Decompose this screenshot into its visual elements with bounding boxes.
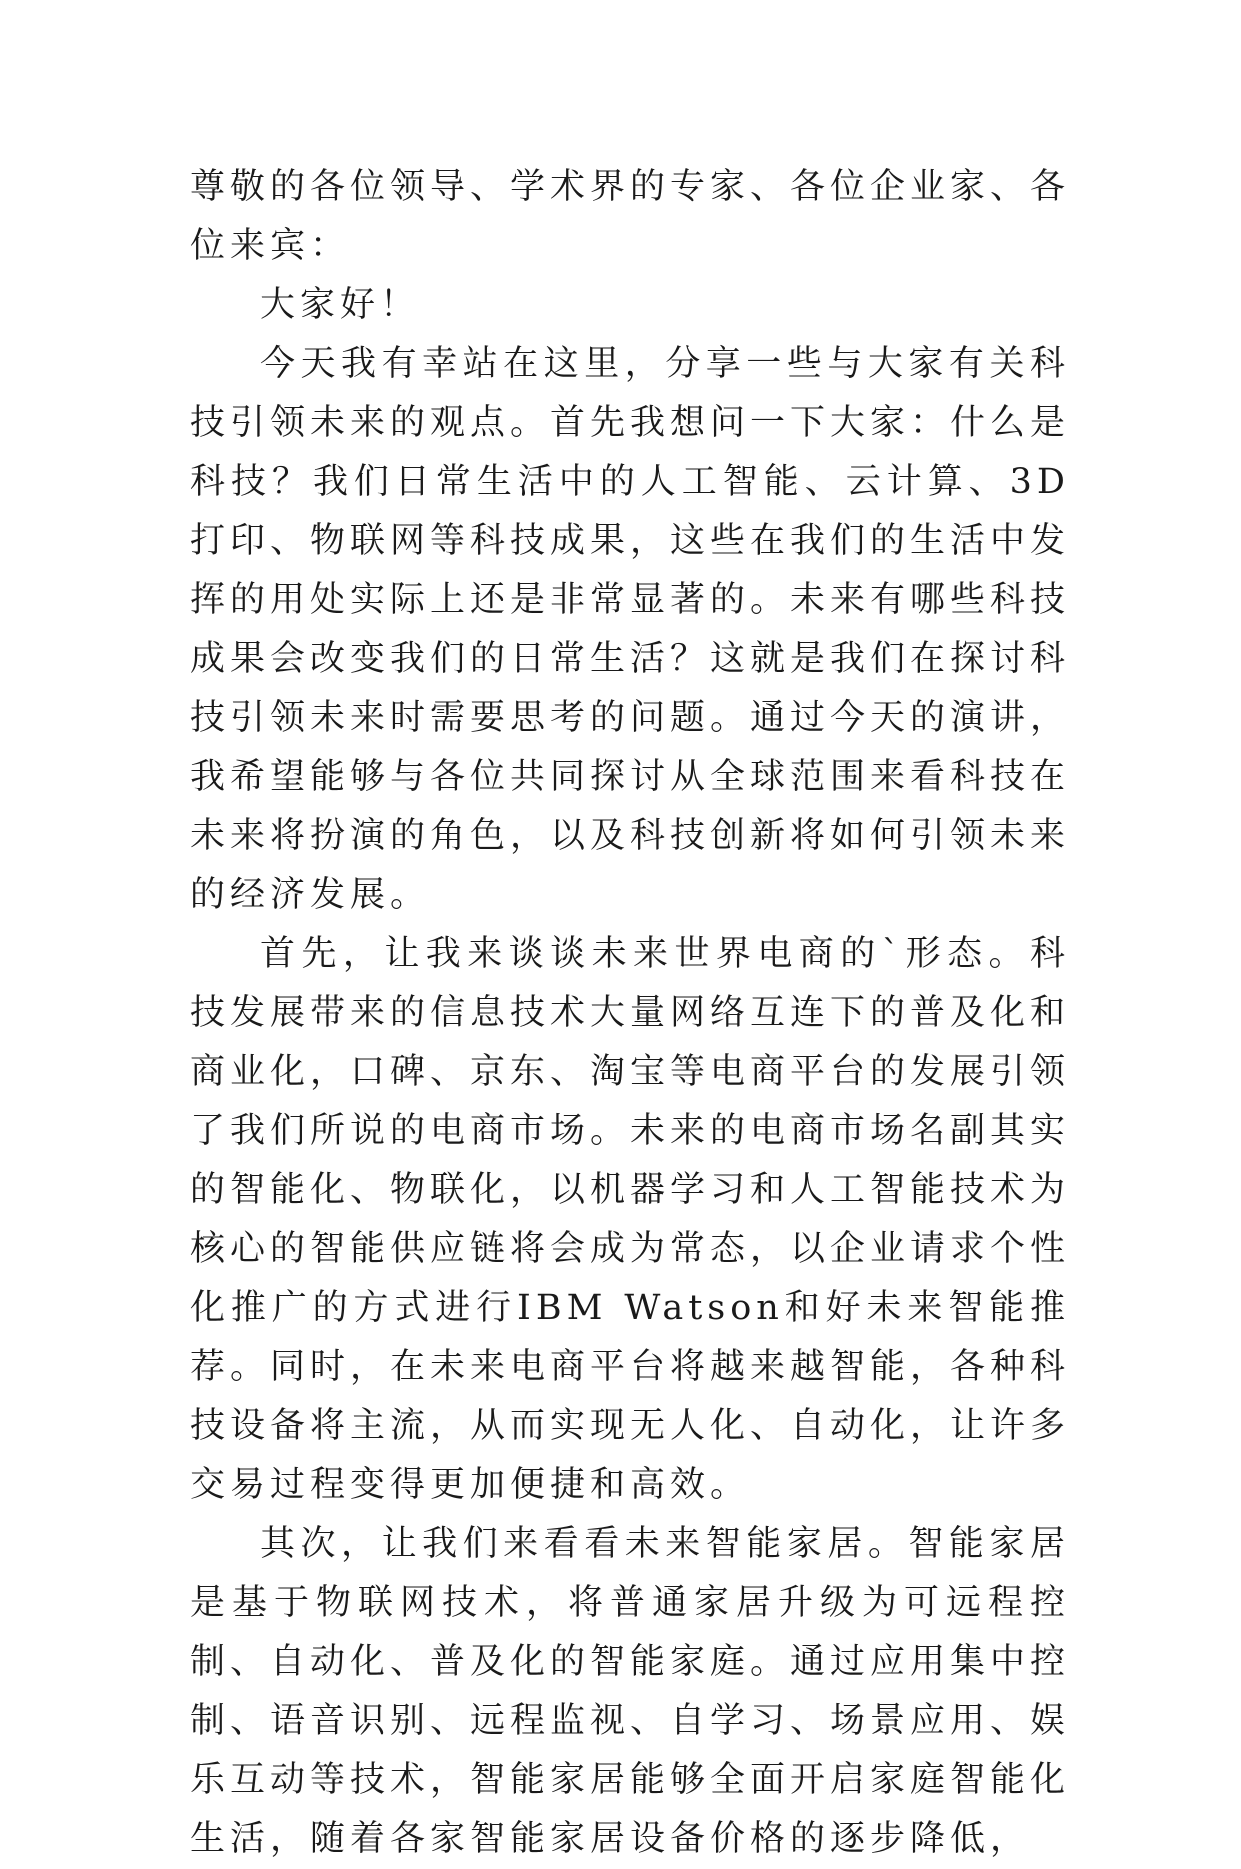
paragraph-intro: 今天我有幸站在这里，分享一些与大家有关科技引领未来的观点。首先我想问一下大家：什么是科技？我们日常生活中的人工智能、云计算、3D打印、物联网等科技成果，这些在我们的生活中发挥的用处实际上还是非常显著的。未来有哪些科技成果会改变我们的日常生活？这就是我们在探讨科技引领未来时需要思考的问题。通过今天的演讲，我希望能够与各位共同探讨从全球范围来看科技在未来将扮演的角色，以及科技创新将如何引领未来的经济发展。	[190, 344, 1071, 915]
document-body	[190, 158, 1070, 1869]
salutation: 尊敬的各位领导、学术界的专家、各位企业家、各位来宾：	[190, 167, 1071, 266]
paragraph-ecommerce: 首先，让我来谈谈未来世界电商的`形态。科技发展带来的信息技术大量网络互连下的普及化和商业化，口碑、京东、淘宝等电商平台的发展引领了我们所说的电商市场。未来的电商市场名副其实的智能化、物联化，以机器学习和人工智能技术为核心的智能供应链将会成为常态，以企业请求个性化推广的方式进行IBM Watson和好未来智能推荐。同时，在未来电商平台将越来越智能，各种科技设备将主流，从而实现无人化、自动化，让许多交易过程变得更加便捷和高效。	[190, 934, 1071, 1505]
greeting: 大家好！	[260, 285, 421, 325]
paragraph-smart-home: 其次，让我们来看看未来智能家居。智能家居是基于物联网技术，将普通家居升级为可远程控制、自动化、普及化的智能家庭。通过应用集中控制、语音识别、远程监视、自学习、场景应用、娱乐互动等技术，智能家居能够全面开启家庭智能化生活，随着各家智能家居设备价格的逐步降低，	[190, 1524, 1071, 1859]
